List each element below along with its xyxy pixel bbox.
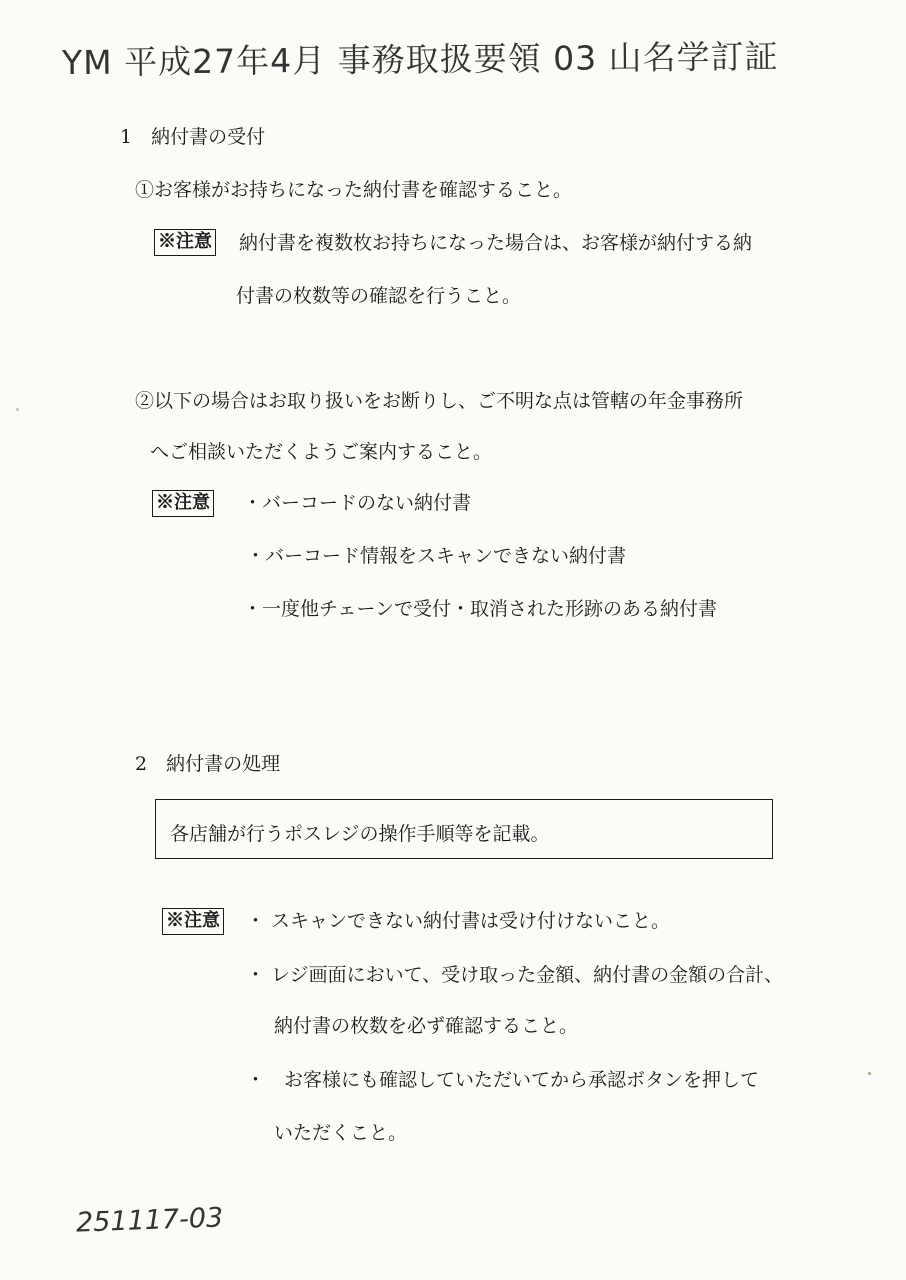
note1-line2: 付書の枚数等の確認を行うこと。 xyxy=(236,285,522,307)
handwritten-header: YM 平成27年4月 事務取扱要領 03 山名学訂証 xyxy=(61,36,779,83)
paper-speck xyxy=(16,408,19,411)
section2-bullet2-line2: 納付書の枚数を必ず確認すること。 xyxy=(274,1015,579,1037)
procedure-box-text: 各店舗が行うポスレジの操作手順等を記載。 xyxy=(170,823,550,845)
procedure-box xyxy=(155,799,773,859)
section1-item2-line1: ②以下の場合はお取り扱いをお断りし、ご不明な点は管轄の年金事務所 xyxy=(135,390,744,412)
section2-bullet3-line1: ・ お客様にも確認していただいてから承認ボタンを押して xyxy=(246,1069,760,1091)
paper-speck xyxy=(868,1072,871,1075)
section1-item2-line2: へご相談いただくようご案内すること。 xyxy=(150,441,493,463)
bullet-other-chain: ・一度他チェーンで受付・取消された形跡のある納付書 xyxy=(243,598,718,620)
section2-bullet2-line1: ・ レジ画面において、受け取った金額、納付書の金額の合計、 xyxy=(246,964,784,986)
section1-item1: ①お客様がお持ちになった納付書を確認すること。 xyxy=(135,179,573,201)
note1-line1: 納付書を複数枚お持ちになった場合は、お客様が納付する納 xyxy=(239,232,753,254)
bullet-no-barcode: ・バーコードのない納付書 xyxy=(243,492,472,514)
handwritten-footer: 251117-03 xyxy=(75,1202,224,1239)
note-label-3: ※注意 xyxy=(162,908,224,935)
section2-bullet3-line2: いただくこと。 xyxy=(274,1122,408,1144)
section2-heading: 2 納付書の処理 xyxy=(135,753,281,775)
bullet-unscannable: ・バーコード情報をスキャンできない納付書 xyxy=(246,545,627,567)
section1-heading: 1 納付書の受付 xyxy=(120,126,266,148)
note-label-2: ※注意 xyxy=(152,490,214,517)
note-label-1: ※注意 xyxy=(154,229,216,256)
section2-bullet1: ・ スキャンできない納付書は受け付けないこと。 xyxy=(246,910,671,932)
